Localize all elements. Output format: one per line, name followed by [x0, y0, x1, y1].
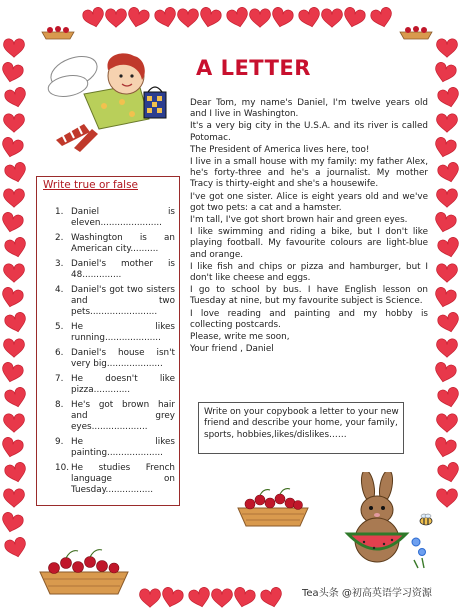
heart-icon	[437, 461, 461, 484]
quiz-item-number: 5.	[55, 321, 64, 332]
heart-icon	[4, 461, 29, 484]
letter-body	[190, 98, 428, 356]
heart-icon	[433, 286, 458, 309]
heart-icon	[437, 311, 461, 334]
quiz-item	[55, 207, 175, 229]
heart-icon	[4, 489, 25, 507]
heart-icon	[437, 161, 461, 184]
heart-icon	[370, 6, 395, 29]
quiz-item	[55, 374, 175, 396]
heart-icon	[4, 114, 25, 132]
heart-icon	[106, 9, 127, 27]
heart-icon	[140, 589, 161, 607]
heart-icon	[437, 489, 458, 507]
cherry-pie-illustration	[398, 22, 434, 40]
heart-icon	[322, 9, 343, 27]
quiz-item-text: He likes running....................	[71, 321, 175, 344]
quiz-item-text: Washington is an American city..........	[71, 232, 175, 255]
quiz-item-text: Daniel's house isn't very big....................	[71, 347, 175, 369]
heart-icon	[82, 6, 107, 29]
heart-icon	[0, 511, 24, 534]
heart-icon	[433, 361, 458, 384]
heart-icon	[178, 9, 199, 27]
letter-paragraph: I'm tall, I've got short brown hair and green eyes.	[190, 215, 408, 226]
heart-icon	[0, 436, 24, 459]
heart-icon	[226, 6, 251, 29]
heart-icon	[0, 286, 24, 309]
quiz-item-number: 2.	[55, 232, 64, 243]
letter-paragraph: Dear Tom, my name's Daniel, I'm twelve years old and I live in Washington.	[190, 98, 428, 120]
letter-paragraph: I love reading and painting and my hobby is collecting postcards.	[190, 308, 428, 330]
quiz-item-number: 3.	[55, 258, 64, 269]
true-false-quiz	[36, 176, 180, 506]
quiz-item	[55, 259, 175, 281]
heart-icon	[437, 264, 458, 282]
quiz-item-text: He doesn't like pizza.............	[71, 373, 175, 395]
letter-paragraph: I go to school by bus. I have English lesson on Tuesday at nine, but my favourite subject is Science.	[190, 285, 428, 307]
heart-icon	[437, 189, 458, 207]
quiz-item-number: 10.	[55, 462, 69, 473]
quiz-item	[55, 233, 175, 255]
heart-icon	[0, 361, 24, 384]
letter-paragraph: The President of America lives here, too!	[190, 144, 370, 155]
heart-icon	[212, 589, 233, 607]
heart-icon	[437, 339, 458, 357]
heart-icon	[437, 414, 458, 432]
quiz-item-number: 9.	[55, 436, 64, 447]
heart-icon	[126, 6, 151, 29]
heart-icon	[4, 311, 29, 334]
heart-icon	[232, 586, 257, 609]
letter-paragraph: I like fish and chips or pizza and hamburger, but I don't like cheese and eggs.	[190, 261, 428, 284]
heart-icon	[4, 236, 29, 259]
heart-icon	[437, 386, 461, 409]
heart-icon	[4, 339, 25, 357]
heart-icon	[433, 436, 458, 459]
quiz-item	[55, 463, 175, 497]
bunny-watermelon-illustration	[338, 472, 430, 570]
quiz-item-number: 8.	[55, 399, 64, 410]
writing-task-box	[198, 402, 404, 454]
heart-icon	[250, 9, 271, 27]
heart-icon	[4, 39, 25, 57]
heart-icon	[0, 136, 24, 159]
quiz-item-number: 4.	[55, 284, 64, 295]
quiz-item	[55, 285, 175, 319]
heart-icon	[4, 161, 29, 184]
heart-icon	[4, 414, 25, 432]
quiz-item-text: He studies French language on Tuesday.................	[71, 462, 175, 495]
quiz-item-text: He likes painting....................	[71, 436, 175, 458]
heart-icon	[4, 189, 25, 207]
quiz-item	[55, 400, 175, 434]
quiz-item-number: 7.	[55, 373, 64, 384]
cherry-pie-illustration	[38, 546, 130, 598]
heart-icon	[298, 6, 323, 29]
quiz-item-number: 1.	[55, 207, 64, 217]
heart-icon	[433, 211, 458, 234]
quiz-item	[55, 437, 175, 459]
heart-icon	[437, 114, 458, 132]
letter-paragraph: I've got one sister. Alice is eight years old and we've got two pets: a cat and a hamster.	[190, 191, 428, 213]
heart-icon	[0, 61, 24, 84]
heart-icon	[4, 386, 29, 409]
heart-icon	[437, 86, 461, 109]
cherry-pie-illustration	[236, 486, 310, 530]
quiz-list	[55, 207, 175, 500]
quiz-item-text: Daniel's mother is 48..............	[71, 258, 175, 281]
bee-icon	[418, 512, 434, 526]
heart-icon	[0, 211, 24, 234]
heart-icon	[160, 586, 185, 609]
heart-icon	[4, 86, 29, 109]
heart-icon	[4, 536, 29, 559]
heart-icon	[270, 6, 295, 29]
heart-icon	[433, 136, 458, 159]
heart-icon	[260, 586, 285, 609]
heart-icon	[4, 264, 25, 282]
angel-girl-illustration	[44, 44, 184, 154]
quiz-item-text: Daniel's got two sisters and two pets........................	[71, 284, 175, 318]
quiz-item	[55, 348, 175, 370]
letter-paragraph: It's a very big city in the U.S.A. and its river is called Potomac.	[190, 121, 428, 143]
cherry-pie-illustration	[40, 22, 76, 40]
heart-icon	[342, 6, 367, 29]
heart-icon	[437, 39, 458, 57]
heart-icon	[154, 6, 179, 29]
letter-paragraph: I live in a small house with my family: my father Alex, he's forty-three and he's a journalist. My mother Tracy is thirty-eight and she's a housewife.	[190, 157, 428, 190]
quiz-item	[55, 322, 175, 344]
writing-task-text: Write on your copybook a letter to your new friend and describe your home, your family, sports, hobbies,likes/dislikes……	[204, 407, 399, 440]
heart-icon	[433, 61, 458, 84]
quiz-item-number: 6.	[55, 347, 64, 358]
heart-icon	[188, 586, 213, 609]
letter-signature: Your friend , Daniel	[190, 344, 274, 355]
letter-closing: Please, write me soon,	[190, 332, 290, 343]
quiz-title: Write true or false	[43, 179, 139, 191]
quiz-item-text: He's got brown hair and grey eyes....................	[71, 399, 175, 432]
quiz-item-text: Daniel is eleven......................	[71, 207, 175, 229]
heart-icon	[437, 236, 461, 259]
page-title: A LETTER	[196, 56, 311, 80]
heart-icon	[198, 6, 223, 29]
letter-paragraph: I like swimming and riding a bike, but I don't like playing football. My favourite colours are light-blue and orange.	[190, 227, 428, 260]
watermark-text: Tea头条 @初高英语学习资源	[302, 588, 432, 599]
